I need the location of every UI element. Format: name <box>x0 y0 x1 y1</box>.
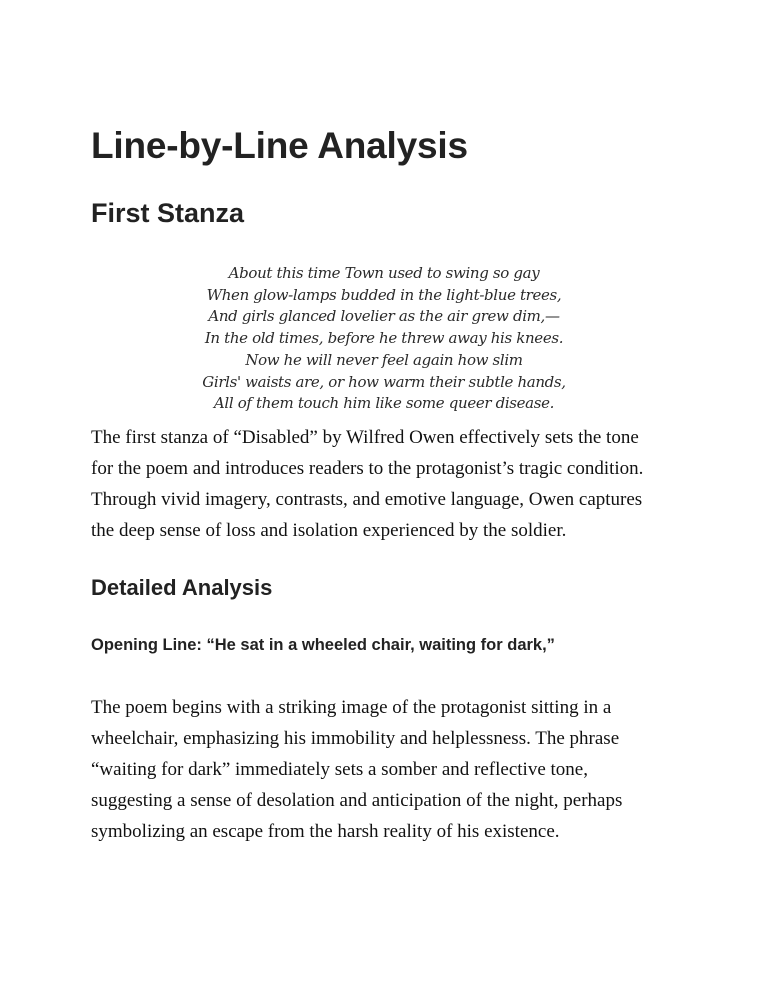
poem-line: In the old times, before he threw away his knees. <box>204 329 564 348</box>
intro-paragraph <box>91 422 731 546</box>
poem-line: Now he will never feel again how slim <box>245 350 523 369</box>
paragraph-line: symbolizing an escape from the harsh reality of his existence. <box>91 821 560 842</box>
paragraph-line: The first stanza of “Disabled” by Wilfred Owen effectively sets the tone <box>91 427 639 448</box>
paragraph-line: the deep sense of loss and isolation experienced by the soldier. <box>91 520 567 541</box>
opening-line-analysis-paragraph <box>91 692 731 847</box>
subsection-heading-detailed-analysis: Detailed Analysis <box>91 575 273 600</box>
poem-line: When glow-lamps budded in the light-blue trees, <box>206 285 562 304</box>
poem-excerpt <box>150 263 618 415</box>
opening-line-heading: Opening Line: “He sat in a wheeled chair, waiting for dark,” <box>91 636 555 654</box>
paragraph-line: wheelchair, emphasizing his immobility and helplessness. The phrase <box>91 728 620 749</box>
poem-line: Girls' waists are, or how warm their subtle hands, <box>202 372 566 391</box>
poem-line: About this time Town used to swing so gay <box>228 264 540 282</box>
paragraph-line: “waiting for dark” immediately sets a somber and reflective tone, <box>91 759 588 780</box>
poem-line: All of them touch him like some queer disease. <box>213 394 555 413</box>
paragraph-line: suggesting a sense of desolation and anticipation of the night, perhaps <box>91 790 623 811</box>
poem-line: And girls glanced lovelier as the air grew dim,— <box>208 307 560 326</box>
page-title: Line-by-Line Analysis <box>91 125 468 166</box>
section-heading-first-stanza: First Stanza <box>91 198 245 228</box>
paragraph-line: Through vivid imagery, contrasts, and emotive language, Owen captures <box>91 489 643 510</box>
paragraph-line: The poem begins with a striking image of the protagonist sitting in a <box>91 697 612 718</box>
paragraph-line: for the poem and introduces readers to the protagonist’s tragic condition. <box>91 458 644 479</box>
